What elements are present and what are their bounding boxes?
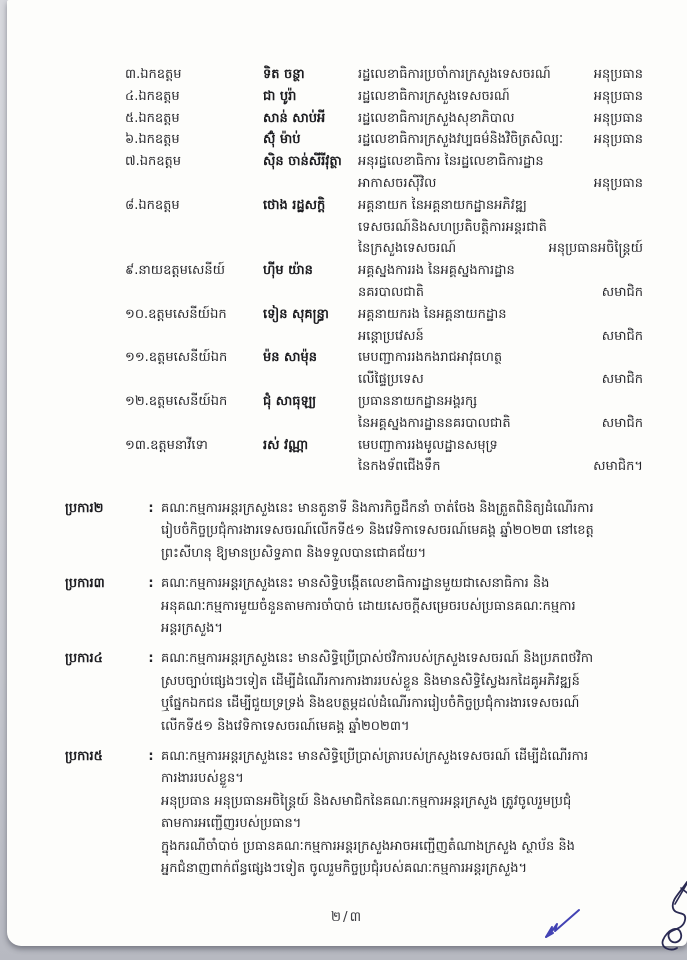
roster-member-position: អនុប្រធាន	[593, 132, 643, 148]
article-line: ក្នុងករណីចាំបាច់ ប្រធានគណៈកម្មការអន្តរក្រសួងអាចអញ្ជើញតំណាងក្រសួង ស្ថាប័ន និង	[161, 838, 575, 854]
roster-member-position: សមាជិក	[601, 415, 643, 431]
committee-roster	[7, 64, 687, 478]
roster-member-position: សមាជិក	[601, 284, 643, 300]
articles-section	[7, 498, 687, 881]
roster-row	[7, 86, 687, 108]
article-line: គណៈកម្មការអន្តរក្រសួងនេះ មានសិទ្ធិប្រើប្រាស់ថវិការបស់ក្រសួងទេសចរណ៍ និងប្រភពថវិកា	[161, 651, 594, 667]
roster-member-role: មេបញ្ជាការរងមូលដ្ឋានសមុទ្រ	[358, 437, 498, 453]
roster-member-position: អនុប្រធានអចិន្ត្រៃយ៍	[548, 241, 643, 257]
roster-number-rank: ៧.ឯកឧត្តម	[125, 154, 182, 170]
roster-number-rank: ១០.ឧត្តមសេនីយ៍ឯក	[125, 306, 227, 322]
roster-member-role: រដ្ឋលេខាធិការក្រសួងសុខាភិបាល	[358, 110, 515, 126]
roster-member-role: មេបញ្ជាការរងកងរាជអាវុធហត្ថ	[358, 350, 503, 366]
roster-member-role: នៃក្រសួងទេសចរណ៍	[358, 241, 457, 257]
roster-number-rank: ៥.ឯកឧត្តម	[125, 110, 180, 126]
article-line: អនុប្រធាន អនុប្រធានអចិន្ត្រៃយ៍ និងសមាជិកនៃគណៈកម្មការអន្តរក្រសួង ត្រូវចូលរួមប្រជុំ	[161, 793, 572, 809]
roster-row	[7, 304, 687, 326]
roster-member-name: ថោង រដ្ឋសក្តិ	[263, 197, 326, 213]
article-paragraph	[7, 648, 687, 738]
article-line: លើកទី៥១ និងវេទិកាទេសចរណ៍មេគង្គ ឆ្នាំ២០២៣។	[161, 718, 410, 734]
roster-row	[7, 217, 687, 239]
roster-number-rank: ១១.ឧត្តមសេនីយ៍ឯក	[125, 350, 228, 366]
roster-row	[7, 369, 687, 391]
article-line: ស្របច្បាប់ផ្សេងៗទៀត ដើម្បីដំណើរការការងាររបស់ខ្លួន និងមានសិទ្ធិស្វែងរកដៃគូអភិវឌ្ឍន៍	[161, 673, 580, 689]
article-body	[161, 573, 649, 640]
roster-member-role: អគ្គនាយករង នៃអគ្គនាយកដ្ឋាន	[358, 306, 507, 322]
roster-number-rank: ១២.ឧត្តមសេនីយ៍ឯក	[125, 393, 228, 409]
roster-member-name: ទៀន សុគន្ធ្រា	[263, 306, 329, 322]
roster-member-role: រដ្ឋលេខាធិការក្រសួងវប្បធម៌និងវិចិត្រសិល្បៈ	[358, 132, 564, 148]
document-page	[7, 0, 687, 946]
roster-member-role: នៃអគ្គស្នងការដ្ឋាននគរបាលជាតិ	[358, 415, 511, 431]
roster-row	[7, 238, 687, 260]
roster-row	[7, 260, 687, 282]
article-label: ប្រការ៥	[65, 749, 103, 765]
article-line: តាមការអញ្ជើញរបស់ប្រធាន។	[161, 816, 302, 832]
roster-member-position: អនុប្រធាន	[593, 175, 643, 191]
roster-row	[7, 108, 687, 130]
roster-row	[7, 173, 687, 195]
article-body	[161, 648, 649, 738]
roster-member-role: លើផ្ទៃប្រទេស	[358, 372, 424, 388]
article-colon: :	[148, 651, 154, 667]
article-line: ការងាររបស់ខ្លួន។	[161, 771, 244, 787]
roster-member-role: អគ្គស្នងការរង នៃអគ្គស្នងការដ្ឋាន	[358, 263, 515, 279]
article-colon: :	[148, 576, 154, 592]
article-line: រៀបចំកិច្ចប្រជុំការងារទេសចរណ៍លើកទី៥១ និងវេទិកាទេសចរណ៍មេគង្គ ឆ្នាំ២០២៣ នៅខេត្ត	[161, 523, 594, 539]
roster-row	[7, 282, 687, 304]
roster-row	[7, 413, 687, 435]
roster-member-position: សមាជិក	[601, 372, 643, 388]
article-line: គណៈកម្មការអន្តរក្រសួងនេះ មានសិទ្ធិបង្កើតលេខាធិការដ្ឋានមួយជាសេនាធិការ និង	[161, 576, 550, 592]
roster-member-name: ហ៊ីម យ៉ាន	[263, 263, 313, 279]
article-line: ឬផ្នែកឯកជន ដើម្បីជួយទ្រទ្រង់ និងឧបត្ថម្ភដល់ដំណើរការរៀបចំកិច្ចប្រជុំការងារទេសចរណ៍	[161, 696, 580, 712]
roster-member-name: ជុំ សាធុឡ្យ	[263, 393, 317, 409]
roster-row	[7, 151, 687, 173]
roster-row	[7, 456, 687, 478]
roster-member-role: អនុរដ្ឋលេខាធិការ នៃរដ្ឋលេខាធិការដ្ឋាន	[358, 154, 544, 170]
roster-number-rank: ៤.ឯកឧត្តម	[125, 88, 180, 104]
roster-row	[7, 195, 687, 217]
page-number: ២/៣	[330, 909, 364, 925]
roster-row	[7, 347, 687, 369]
handwritten-check-mark-icon	[541, 905, 587, 943]
article-body	[161, 498, 649, 565]
article-paragraph	[7, 498, 687, 565]
roster-member-name: ជា បូរ៉ា	[263, 88, 297, 104]
article-label: ប្រការ២	[65, 501, 104, 516]
roster-member-name: រស់ វណ្ណា	[263, 437, 309, 453]
roster-member-role: នៃកងទ័ពជើងទឹក	[358, 459, 441, 475]
roster-member-position: សមាជិក	[601, 328, 643, 344]
roster-member-name: ស៊ុំ ម៉ាប់	[263, 132, 301, 148]
roster-member-role: នគរបាលជាតិ	[358, 284, 425, 300]
article-line: ព្រះសីហនុ ឱ្យមានប្រសិទ្ធភាព និងទទួលបានជោគជ័យ។	[161, 545, 427, 561]
article-colon: :	[148, 501, 154, 516]
article-paragraph	[7, 746, 687, 880]
roster-member-position: សមាជិក។	[593, 459, 643, 475]
article-paragraph	[7, 573, 687, 640]
roster-member-position: អនុប្រធាន	[593, 110, 643, 126]
roster-member-name: ម៉ន សាម៉ុន	[263, 350, 318, 366]
roster-row	[7, 129, 687, 151]
roster-member-name: ស៊ិន ចាន់សីរីវុត្ថា	[263, 154, 342, 170]
article-body	[161, 746, 649, 880]
article-line: អន្តរក្រសួង។	[161, 621, 223, 637]
roster-number-rank: ៨.ឯកឧត្តម	[125, 197, 180, 213]
roster-number-rank: ៣.ឯកឧត្តម	[125, 67, 182, 82]
article-line: គណៈកម្មការអន្តរក្រសួងនេះ មានសិទ្ធិប្រើប្រាស់ត្រារបស់ក្រសួងទេសចរណ៍ ដើម្បីដំណើរការ	[161, 749, 589, 765]
article-line: អ្នកជំនាញពាក់ព័ន្ធផ្សេងៗទៀត ចូលរួមកិច្ចប្រជុំរបស់គណៈកម្មការអន្តរក្រសួង។	[161, 861, 528, 877]
roster-number-rank: ១៣.ឧត្តមនាវីទោ	[125, 437, 208, 453]
roster-member-role: ប្រធាននាយកដ្ឋានអង្គរក្ស	[358, 393, 478, 409]
roster-number-rank: ៩.នាយឧត្តមសេនីយ៍	[125, 263, 225, 279]
roster-member-position: អនុប្រធាន	[593, 88, 643, 104]
roster-member-role: ទេសចរណ៍និងសហប្រតិបត្តិការអន្តរជាតិ	[358, 219, 547, 235]
roster-member-role: រដ្ឋលេខាធិការប្រចាំការក្រសួងទេសចរណ៍	[358, 67, 551, 82]
article-label: ប្រការ៣	[65, 576, 105, 592]
roster-row	[7, 64, 687, 86]
article-line: អនុគណៈកម្មការមួយចំនួនតាមការចាំបាច់ ដោយសេចក្តីសម្រេចរបស់ប្រធានគណៈកម្មការ	[161, 598, 576, 614]
roster-member-name: សាន់ សាប់អី	[263, 110, 326, 126]
roster-row	[7, 391, 687, 413]
roster-member-role: អគ្គនាយក នៃអគ្គនាយកដ្ឋានអភិវឌ្ឍ	[358, 197, 527, 213]
article-colon: :	[148, 749, 154, 765]
article-label: ប្រការ៤	[65, 651, 103, 667]
roster-member-name: ទិត ចន្ថា	[263, 67, 305, 82]
roster-row	[7, 326, 687, 348]
roster-row	[7, 435, 687, 457]
roster-member-role: អាកាសចរស៊ីវិល	[358, 175, 437, 191]
roster-member-role: អន្តោប្រវេសន៍	[358, 328, 424, 344]
handwritten-signature-icon	[645, 878, 687, 954]
roster-member-position: អនុប្រធាន	[593, 67, 643, 82]
roster-number-rank: ៦.ឯកឧត្តម	[125, 132, 180, 148]
roster-member-role: រដ្ឋលេខាធិការក្រសួងទេសចរណ៍	[358, 88, 510, 104]
article-line: គណៈកម្មការអន្តរក្រសួងនេះ មានតួនាទី និងភារកិច្ចដឹកនាំ ចាត់ចែង និងត្រួតពិនិត្យដំណើរការ	[161, 501, 594, 516]
